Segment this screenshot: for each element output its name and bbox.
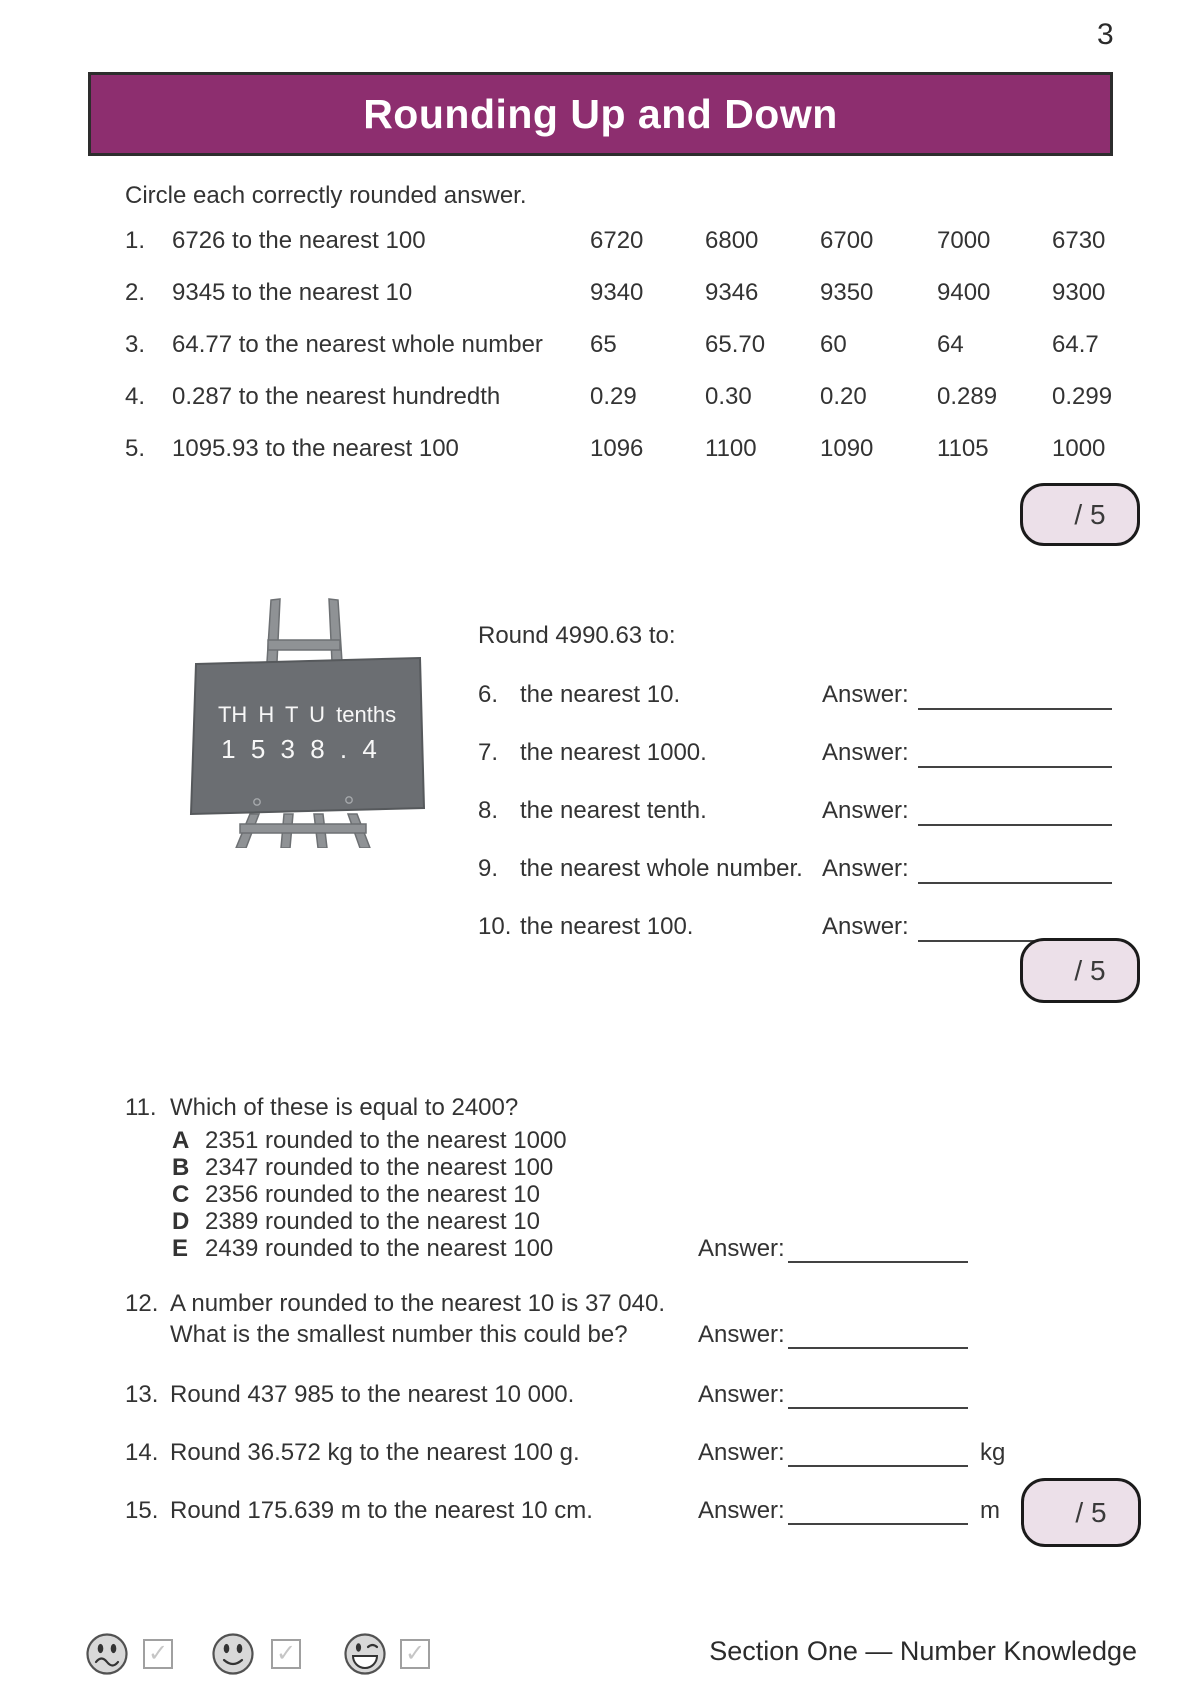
question-row — [125, 330, 1185, 362]
question-number: 9. — [478, 855, 499, 882]
happy-face-checkbox[interactable] — [400, 1639, 430, 1669]
answer-label: Answer: — [698, 1321, 785, 1348]
board-digits: 1 5 3 8 . 4 — [221, 734, 379, 764]
question-number: 8. — [478, 797, 499, 824]
question-text: 1095.93 to the nearest 100 — [172, 435, 459, 462]
answer-label: Answer: — [698, 1439, 785, 1466]
question-number: 4. — [125, 383, 146, 410]
question-row — [478, 738, 1118, 768]
answer-unit: kg — [980, 1439, 1006, 1466]
check-icon: ✓ — [404, 1639, 426, 1667]
question-text: the nearest 1000. — [520, 739, 707, 766]
page-number: 3 — [1097, 18, 1114, 51]
choice-row — [172, 1127, 567, 1154]
question-row — [125, 382, 1185, 414]
question-text: 6726 to the nearest 100 — [172, 227, 426, 254]
score-box — [1021, 1478, 1141, 1547]
answer-blank[interactable] — [918, 854, 1112, 884]
option-value[interactable]: 9340 — [590, 279, 644, 306]
sad-face-checkbox[interactable] — [143, 1639, 173, 1669]
question-row — [125, 434, 1185, 466]
answer-group — [698, 1497, 1000, 1525]
question-text: the nearest tenth. — [520, 797, 707, 824]
easel-post-left — [267, 599, 280, 662]
question-text: Round 36.572 kg to the nearest 100 g. — [170, 1439, 580, 1466]
option-value[interactable]: 1090 — [820, 435, 874, 462]
section2-intro: Round 4990.63 to: — [478, 622, 676, 649]
answer-blank[interactable] — [788, 1321, 968, 1349]
question-text: 9345 to the nearest 10 — [172, 279, 413, 306]
option-value[interactable]: 6730 — [1052, 227, 1106, 254]
answer-label: Answer: — [822, 913, 909, 940]
question-number: 12. — [125, 1290, 159, 1317]
answer-label: Answer: — [698, 1235, 785, 1262]
option-value[interactable]: 0.299 — [1052, 383, 1113, 410]
answer-group — [698, 1381, 968, 1409]
question-text: Round 175.639 m to the nearest 10 cm. — [170, 1497, 593, 1524]
option-value[interactable]: 7000 — [937, 227, 991, 254]
question-text: the nearest whole number. — [520, 855, 803, 882]
easel-lower-crossbar — [240, 824, 366, 833]
question-text: 64.77 to the nearest whole number — [172, 331, 543, 358]
section1-instruction: Circle each correctly rounded answer. — [125, 182, 527, 209]
question-text: the nearest 100. — [520, 913, 694, 940]
easel-top-crossbar — [268, 640, 340, 650]
choice-text: 2389 rounded to the nearest 10 — [205, 1208, 540, 1235]
answer-blank[interactable] — [788, 1381, 968, 1409]
option-value[interactable]: 0.30 — [705, 383, 752, 410]
board-bolt-right — [346, 797, 352, 803]
answer-group — [698, 1321, 968, 1349]
question-number: 11. — [125, 1094, 157, 1121]
section-footer: Section One — Number Knowledge — [709, 1636, 1137, 1666]
score-label: / 5 — [1075, 1496, 1107, 1528]
question-row — [125, 1439, 580, 1467]
option-value[interactable]: 0.289 — [937, 383, 998, 410]
answer-label: Answer: — [822, 855, 909, 882]
choice-row — [172, 1208, 540, 1235]
option-value[interactable]: 60 — [820, 331, 847, 358]
answer-label: Answer: — [698, 1497, 785, 1524]
answer-label: Answer: — [698, 1381, 785, 1408]
option-value[interactable]: 1105 — [937, 435, 989, 462]
answer-blank[interactable] — [918, 738, 1112, 768]
question-number: 10. — [478, 913, 512, 940]
question-number: 3. — [125, 331, 146, 358]
question-row — [125, 1497, 593, 1525]
question-number: 5. — [125, 435, 146, 462]
neutral-face-checkbox[interactable] — [271, 1639, 301, 1669]
question-row — [125, 1381, 574, 1409]
answer-blank[interactable] — [788, 1439, 968, 1467]
answer-blank[interactable] — [918, 796, 1112, 826]
page-title-banner — [88, 72, 1113, 156]
question-text: the nearest 10. — [520, 681, 681, 708]
question-number: 1. — [125, 227, 146, 254]
answer-label: Answer: — [822, 739, 909, 766]
choice-letter[interactable]: C — [172, 1181, 190, 1208]
choice-letter[interactable]: B — [172, 1154, 190, 1181]
check-icon: ✓ — [147, 1639, 169, 1667]
easel-post-right — [329, 599, 342, 662]
option-value[interactable]: 9350 — [820, 279, 874, 306]
option-value[interactable]: 64.7 — [1052, 331, 1099, 358]
question-number: 15. — [125, 1497, 159, 1524]
choice-row — [172, 1235, 553, 1262]
question-number: 14. — [125, 1439, 159, 1466]
question-row — [478, 912, 1118, 942]
question-text: Round 437 985 to the nearest 10 000. — [170, 1381, 575, 1408]
option-value[interactable]: 1100 — [705, 435, 757, 462]
score-box — [1020, 938, 1140, 1003]
option-value[interactable]: 6720 — [590, 227, 644, 254]
choice-letter[interactable]: A — [172, 1127, 190, 1154]
question-row — [125, 1290, 665, 1318]
answer-blank[interactable] — [788, 1235, 968, 1263]
question-text: A number rounded to the nearest 10 is 37 040. — [170, 1290, 666, 1317]
answer-label: Answer: — [822, 797, 909, 824]
choice-row — [172, 1154, 553, 1181]
option-value[interactable]: 9300 — [1052, 279, 1106, 306]
option-value[interactable]: 0.20 — [820, 383, 867, 410]
question-number: 7. — [478, 739, 499, 766]
choice-text: 2347 rounded to the nearest 100 — [205, 1154, 554, 1181]
question-number: 2. — [125, 279, 146, 306]
option-value[interactable]: 65 — [590, 331, 617, 358]
board-place-value-header: TH H T U tenths — [217, 702, 397, 727]
question-row — [125, 226, 1185, 258]
option-value[interactable]: 64 — [937, 331, 964, 358]
option-value[interactable]: 1096 — [590, 435, 644, 462]
score-box — [1020, 483, 1140, 546]
option-value[interactable]: 1000 — [1052, 435, 1106, 462]
question-row — [125, 278, 1185, 310]
question-number: 6. — [478, 681, 499, 708]
question-text: What is the smallest number this could be? — [170, 1321, 628, 1348]
choice-letter[interactable]: E — [172, 1235, 189, 1262]
option-value[interactable]: 6800 — [705, 227, 759, 254]
question-row — [478, 680, 1118, 710]
choice-letter[interactable]: D — [172, 1208, 190, 1235]
check-icon: ✓ — [275, 1639, 297, 1667]
option-value[interactable]: 65.70 — [705, 331, 766, 358]
question-text: 0.287 to the nearest hundredth — [172, 383, 501, 410]
question-row — [125, 1094, 518, 1122]
question-row — [478, 854, 1118, 884]
choice-text: 2439 rounded to the nearest 100 — [205, 1235, 554, 1262]
question-row — [478, 796, 1118, 826]
neutral-face-icon — [211, 1632, 255, 1676]
choice-text: 2351 rounded to the nearest 1000 — [205, 1127, 567, 1154]
board-bolt-left — [254, 799, 260, 805]
option-value[interactable]: 0.29 — [590, 383, 637, 410]
question-number: 13. — [125, 1381, 159, 1408]
happy-face-icon — [343, 1632, 387, 1676]
sad-face-icon — [85, 1632, 129, 1676]
score-label: / 5 — [1074, 954, 1106, 986]
question-text: Which of these is equal to 2400? — [170, 1094, 519, 1121]
option-value[interactable]: 9346 — [705, 279, 759, 306]
page-title: Rounding Up and Down — [363, 90, 838, 137]
option-value[interactable]: 9400 — [937, 279, 991, 306]
answer-group — [698, 1439, 1005, 1467]
choice-text: 2356 rounded to the nearest 10 — [205, 1181, 540, 1208]
choice-row — [172, 1181, 540, 1208]
answer-label: Answer: — [822, 681, 909, 708]
answer-unit: m — [980, 1497, 1000, 1524]
answer-group — [698, 1235, 968, 1263]
answer-blank[interactable] — [918, 680, 1112, 710]
answer-blank[interactable] — [788, 1497, 968, 1525]
blackboard-easel-illustration — [180, 596, 430, 848]
option-value[interactable]: 6700 — [820, 227, 874, 254]
score-label: / 5 — [1074, 498, 1106, 530]
